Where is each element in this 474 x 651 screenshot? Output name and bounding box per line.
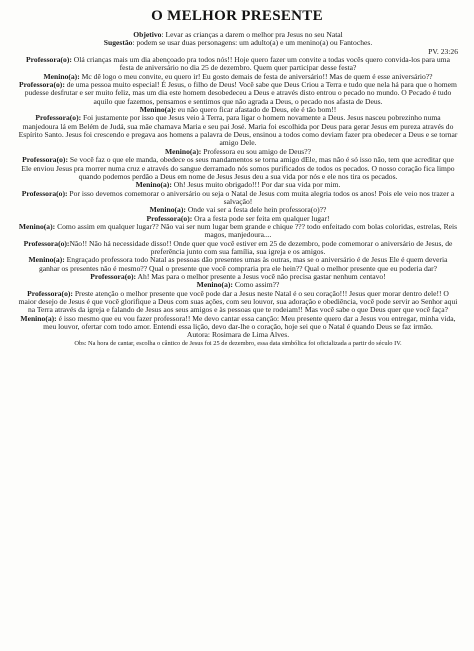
dialogue-text: Preste atenção o melhor presente que você pode dar a Jesus neste Natal é o seu coração!!! Jesus quer morar dentro dele!! O maior desejo de Jesus é que você glorifique a Deus com suas ações, com seu louvor, sua adoração e obediência, você pode servir ao Senhor aqui na Terra através da igreja e falando de Jesus aos seus amigos e às pessoas que te rodeiam!! Mas você sabe o que Deus quer que você faça? bbox=[18, 288, 458, 315]
dialogue-text: Onde vai ser a festa dele hein professora(o)?? bbox=[185, 205, 327, 215]
speaker-label: Professora(o): bbox=[146, 213, 193, 223]
dialogue-text: Foi justamente por isso que Jesus veio à Terra, para ligar o homem novamente a Deus. Jesus nasceu pobrezinho numa manjedoura lá em Belém de Judá, sua mãe chamava Maria e seu pai José. Maria foi escolhida por Deus para gerar Jesus em pureza através do Espírito Santo. Jesus foi crescendo e pregava aos homens a palavra de Deus, ensinou a todos como deviam fazer pra obedecer a Deus e se tornar amigo Dele. bbox=[18, 113, 458, 148]
dialogue-text: Olá crianças mais um dia abençoado pra todos nós!! Hoje quero fazer um convite a todas vocês quero convida-los para uma festa de aniversário no dia 25 de dezembro. Quem quer participar desse festa? bbox=[71, 55, 450, 73]
dialogue-text: Por isso devemos comemorar o aniversário ou seja o Natal de Jesus com muita alegria todos os anos! Pois ele veio nos trazer a salvação! bbox=[67, 188, 455, 206]
dialogue-line bbox=[18, 223, 458, 240]
dialogue-text: de uma pessoa muito especial! É Jesus, o filho de Deus! Você sabe que Deus Criou a Terra e tudo que nela há para que o homem pudesse desfrutar e ser muito feliz, mas um dia este homem desobedeceu a Deus e através disto entrou o pecado no mundo. O Pecado é tudo aquilo que fazemos, pensamos e sentimos que não agrada a Deus, o pecado nos afasta de Deus. bbox=[24, 80, 457, 106]
speaker-label: Professora(o): bbox=[23, 238, 70, 248]
dialogue-line bbox=[18, 81, 458, 106]
dialogue-text: Ah! Mas para o melhor presente a Jesus você não precisa gastar nenhum centavo! bbox=[136, 271, 386, 281]
speaker-label: Professora(o): bbox=[22, 155, 68, 165]
speaker-label: Menino(a): bbox=[20, 313, 57, 323]
dialogue-text: é isso mesmo que eu vou fazer professora!! Me devo cantar essa canção: Meu presente quero dar a Jesus vou entregar, minha vida, meu louvor, ofertar com todo amor. Entendi essa lição, devo dar-lhe o coração, hoje sei que o Natal é quando Deus se faz irmão. bbox=[43, 313, 456, 332]
dialogue-text: Mc dê logo o meu convite, eu quero ir! Eu gosto demais de festa de aniversário!! Mas de quem é esse aniversário?? bbox=[79, 71, 433, 81]
speaker-label: Menino(a): bbox=[196, 280, 233, 290]
dialogue-line bbox=[18, 56, 458, 73]
dialogue-text: Não!! Não há necessidade disso!! Onde quer que você estiver em 25 de dezembro, pode comemorar o aniversário de Jesus, de preferência junto com sua família, sua igreja e os amigos. bbox=[69, 238, 453, 256]
speaker-label: Professora(o): bbox=[21, 188, 68, 198]
speaker-label: Professora(o): bbox=[26, 55, 72, 65]
speaker-label: Menino(a): bbox=[135, 180, 172, 190]
dialogue-text: Ora a festa pode ser feita em qualquer lugar! bbox=[192, 213, 330, 223]
speaker-label: Professora(o): bbox=[27, 288, 73, 298]
dialogue-line bbox=[18, 290, 458, 315]
dialogue-text: Como assim?? bbox=[232, 280, 280, 290]
dialogue-text: Como assim em qualquer lugar?? Não vai ser num lugar bem grande e chique ??? todo enfeitado com bolas coloridas, estrelas, Reis magos, manjedoura.... bbox=[55, 221, 458, 240]
speaker-label: Menino(a): bbox=[165, 146, 202, 156]
speaker-label: Professora(o): bbox=[35, 113, 82, 123]
dialogue-text: Professora eu sou amigo de Deus?? bbox=[201, 146, 311, 156]
speaker-label: Menino(a): bbox=[28, 255, 65, 265]
dialogue-list bbox=[18, 56, 458, 331]
dialogue-line bbox=[18, 315, 458, 332]
dialogue-text: Se você faz o que ele manda, obedece os seus mandamentos se torna amigo dEle, mas não é só isso não, tem que acreditar que Ele enviou Jesus pra morrer numa cruz e através do sangue derramado nós somos purificados de todos os pecados. O nosso coração fica limpo quando podemos perdão a Deus em nome de Jesus Jesus deu a sua vida por nós e ele nos tira os pecados. bbox=[21, 155, 455, 181]
document-body bbox=[18, 31, 458, 347]
speaker-label: Professora(o): bbox=[19, 80, 65, 90]
dialogue-line bbox=[18, 240, 458, 257]
dialogue-line bbox=[18, 190, 458, 207]
sugestao-label: Sugestão bbox=[103, 38, 133, 48]
dialogue-text: Engraçado professora todo Natal as pessoas dão presentes umas às outras, mas se o aniversário é de Jesus Ele é quem deveria ganhar os presentes não é mesmo?? Qual o presente que você compraria pra ele hein?? Qual o melhor presente que eu poderia dar? bbox=[38, 255, 448, 273]
speaker-label: Menino(a): bbox=[43, 71, 80, 81]
footnote: Obs: Na hora de cantar, escolha o cântico de Jesus foi 25 de dezembro, essa data simbólica foi oficializada a partir do século IV. bbox=[74, 339, 402, 347]
objetivo-label: Objetivo bbox=[133, 30, 162, 39]
dialogue-line bbox=[18, 114, 458, 147]
bible-reference: PV. 23:26 bbox=[428, 46, 458, 56]
dialogue-text: Oh! Jesus muito obrigado!!! Por dar sua vida por mim. bbox=[171, 180, 341, 190]
speaker-label: Menino(a): bbox=[18, 221, 56, 231]
dialogue-line bbox=[18, 156, 458, 181]
speaker-label: Menino(a): bbox=[139, 105, 177, 115]
speaker-label: Menino(a): bbox=[149, 205, 186, 215]
speaker-label: Professora(o): bbox=[90, 271, 137, 281]
document-title: O MELHOR PRESENTE bbox=[151, 8, 323, 24]
objetivo-text: : Levar as crianças a darem o melhor pra Jesus no seu Natal bbox=[161, 30, 343, 39]
dialogue-text: eu não quero ficar afastado de Deus, ele é tão bom!! bbox=[176, 105, 337, 115]
dialogue-line bbox=[18, 256, 458, 273]
sugestao-text: : podem se usar duas personagens: um adulto(a) e um menino(a) ou Fantoches. bbox=[132, 38, 373, 48]
author-line: Autora: Rosimara de Lima Alves. bbox=[186, 330, 290, 340]
sugestao-line bbox=[18, 39, 458, 47]
